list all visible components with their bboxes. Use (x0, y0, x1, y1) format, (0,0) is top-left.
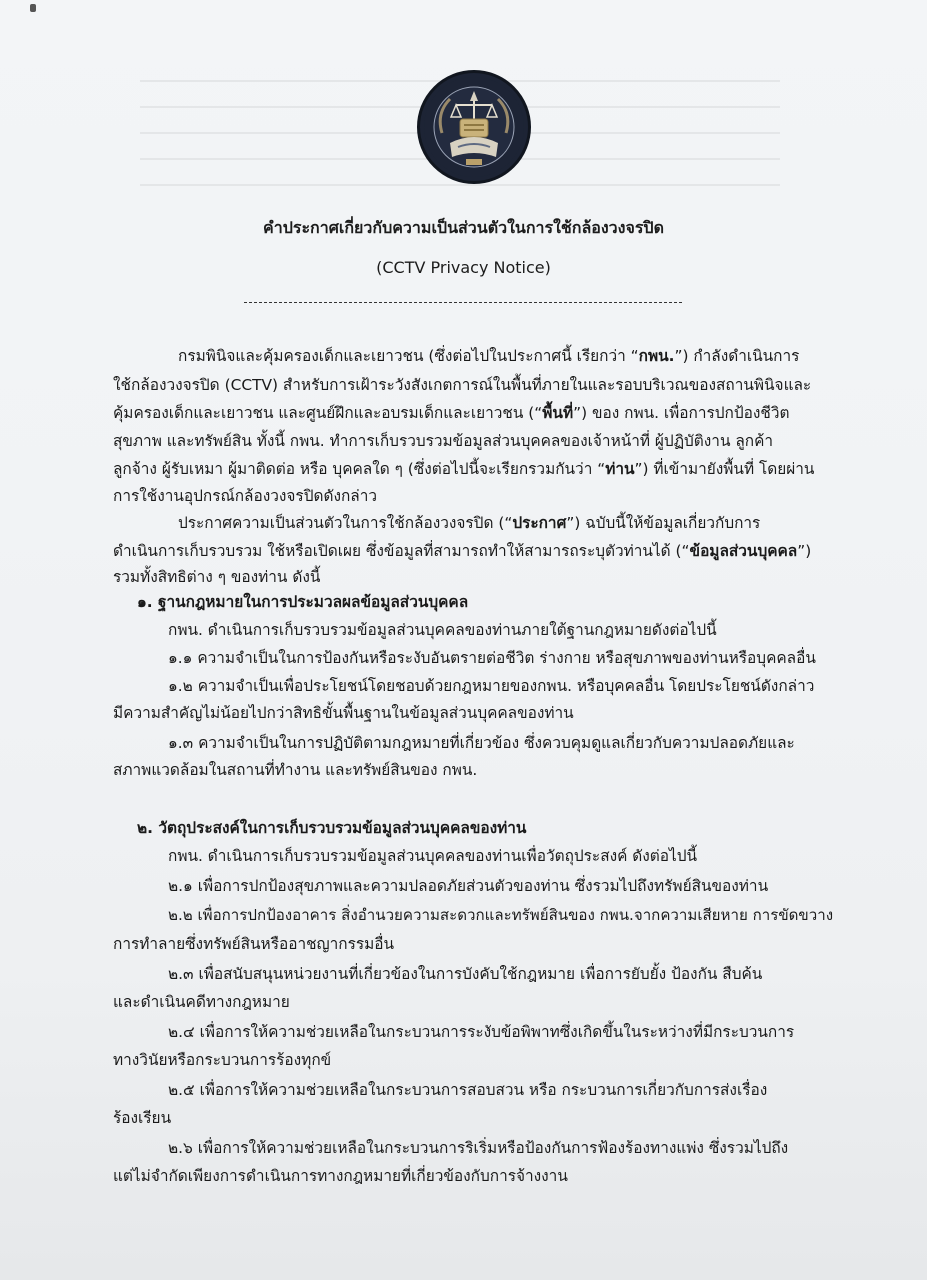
document-subtitle: (CCTV Privacy Notice) (376, 258, 551, 277)
seal-emblem-icon (420, 73, 528, 181)
intro-p2-line-1: ประกาศความเป็นส่วนตัวในการใช้กล้องวงจรปิด (“ประกาศ”) ฉบับนี้ให้ข้อมูลเกี่ยวกับการ (178, 514, 761, 532)
paper-speck (30, 4, 36, 12)
section-2-item-3: ๒.๓ เพื่อสนับสนุนหน่วยงานที่เกี่ยวข้องในการบังคับใช้กฎหมาย เพื่อการยับยั้ง ป้องกัน สืบค้น (168, 965, 763, 983)
department-seal-logo (417, 70, 531, 184)
intro-line-5: ลูกจ้าง ผู้รับเหมา ผู้มาติดต่อ หรือ บุคคลใด ๆ (ซึ่งต่อไปนี้จะเรียกรวมกันว่า “ท่าน”) ที่เข้ามายังพื้นที่ โดยผ่าน (113, 460, 815, 478)
document-title: คำประกาศเกี่ยวกับความเป็นส่วนตัวในการใช้กล้องวงจรปิด (263, 218, 664, 237)
intro-line-3: คุ้มครองเด็กและเยาวชน และศูนย์ฝึกและอบรมเด็กและเยาวชน (“พื้นที่”) ของ กพน. เพื่อการปกป้องชีวิต (113, 404, 790, 422)
section-2-item-1: ๒.๑ เพื่อการปกป้องสุขภาพและความปลอดภัยส่วนตัวของท่าน ซึ่งรวมไปถึงทรัพย์สินของท่าน (168, 877, 769, 895)
section-2-item-6: ๒.๖ เพื่อการให้ความช่วยเหลือในกระบวนการริเริ่มหรือป้องกันการฟ้องร้องทางแพ่ง ซึ่งรวมไปถึง (168, 1139, 789, 1157)
section-2-item-4: ๒.๔ เพื่อการให้ความช่วยเหลือในกระบวนการระงับข้อพิพาทซึ่งเกิดขึ้นในระหว่างที่มีกระบวนการ (168, 1023, 795, 1041)
section-1-item-1: ๑.๑ ความจำเป็นในการป้องกันหรือระงับอันตรายต่อชีวิต ร่างกาย หรือสุขภาพของท่านหรือบุคคลอื่น (168, 649, 816, 667)
section-2-item-2-cont: การทำลายซึ่งทรัพย์สินหรืออาชญากรรมอื่น (113, 935, 395, 953)
intro-line-2: ใช้กล้องวงจรปิด (CCTV) สำหรับการเฝ้าระวังสังเกตการณ์ในพื้นที่ภายในและรอบบริเวณของสถานพินิจและ (113, 376, 812, 394)
intro-line-4: สุขภาพ และทรัพย์สิน ทั้งนี้ กพน. ทำการเก็บรวบรวมข้อมูลส่วนบุคคลของเจ้าหน้าที่ ผู้ปฏิบัติงาน ลูกค้า (113, 432, 774, 450)
section-2-item-6-cont: แต่ไม่จำกัดเพียงการดำเนินการทางกฎหมายที่เกี่ยวข้องกับการจ้างงาน (113, 1167, 568, 1185)
section-2-lead: กพน. ดำเนินการเก็บรวบรวมข้อมูลส่วนบุคคลของท่านเพื่อวัตถุประสงค์ ดังต่อไปนี้ (168, 847, 698, 865)
section-2-item-3-cont: และดำเนินคดีทางกฎหมาย (113, 993, 290, 1011)
intro-p2-line-3: รวมทั้งสิทธิต่าง ๆ ของท่าน ดังนี้ (113, 568, 321, 586)
section-1-item-2: ๑.๒ ความจำเป็นเพื่อประโยชน์โดยชอบด้วยกฎหมายของกพน. หรือบุคคลอื่น โดยประโยชน์ดังกล่าว (168, 677, 815, 695)
section-2-heading: ๒. วัตถุประสงค์ในการเก็บรวบรวมข้อมูลส่วนบุคคลของท่าน (137, 819, 527, 837)
section-2-item-5: ๒.๕ เพื่อการให้ความช่วยเหลือในกระบวนการสอบสวน หรือ กระบวนการเกี่ยวกับการส่งเรื่อง (168, 1081, 768, 1099)
intro-line-6: การใช้งานอุปกรณ์กล้องวงจรปิดดังกล่าว (113, 487, 378, 505)
section-1-item-3-cont: สภาพแวดล้อมในสถานที่ทำงาน และทรัพย์สินของ กพน. (113, 761, 478, 779)
section-2-item-5-cont: ร้องเรียน (113, 1109, 172, 1127)
intro-p2-line-2: ดำเนินการเก็บรวบรวม ใช้หรือเปิดเผย ซึ่งข้อมูลที่สามารถทำให้สามารถระบุตัวท่านได้ (“ข้อมูลส่วนบุคคล”) (113, 542, 812, 560)
intro-line-1: กรมพินิจและคุ้มครองเด็กและเยาวชน (ซึ่งต่อไปในประกาศนี้ เรียกว่า “กพน.”) กำลังดำเนินการ (178, 347, 800, 365)
section-1-item-2-cont: มีความสำคัญไม่น้อยไปกว่าสิทธิขั้นพื้นฐานในข้อมูลส่วนบุคคลของท่าน (113, 704, 574, 722)
section-1-item-3: ๑.๓ ความจำเป็นในการปฏิบัติตามกฎหมายที่เกี่ยวข้อง ซึ่งควบคุมดูแลเกี่ยวกับความปลอดภัยและ (168, 734, 795, 752)
title-divider (244, 302, 682, 303)
section-1-lead: กพน. ดำเนินการเก็บรวบรวมข้อมูลส่วนบุคคลของท่านภายใต้ฐานกฎหมายดังต่อไปนี้ (168, 621, 717, 639)
section-2-item-2: ๒.๒ เพื่อการปกป้องอาคาร สิ่งอำนวยความสะดวกและทรัพย์สินของ กพน.จากความเสียหาย การขัดขวาง (168, 906, 834, 924)
section-1-heading: ๑. ฐานกฎหมายในการประมวลผลข้อมูลส่วนบุคคล (137, 593, 469, 611)
section-2-item-4-cont: ทางวินัยหรือกระบวนการร้องทุกข์ (113, 1051, 332, 1069)
